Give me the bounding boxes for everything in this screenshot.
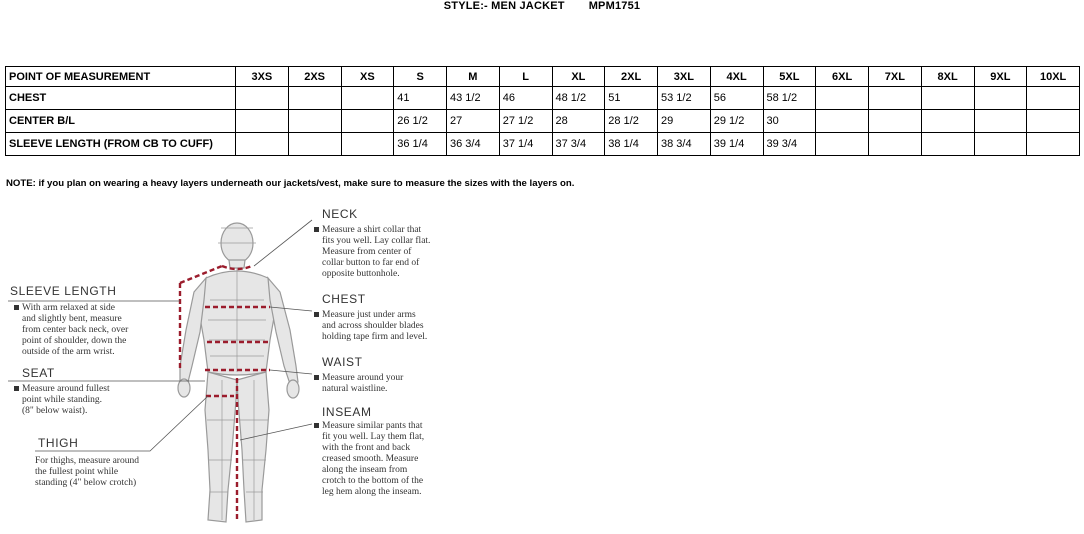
body-measurement-diagram bbox=[0, 200, 1084, 534]
size-chart-table bbox=[5, 66, 1080, 156]
measurement-value-cell: 27 bbox=[447, 110, 500, 133]
measurement-value-cell: 36 1/4 bbox=[394, 133, 447, 156]
measurement-value-cell: 58 1/2 bbox=[763, 87, 816, 110]
size-header-cell: 9XL bbox=[974, 67, 1027, 87]
style-label: STYLE:- MEN JACKET bbox=[443, 0, 565, 12]
size-header-cell: L bbox=[499, 67, 552, 87]
chest-heading: CHEST bbox=[322, 292, 366, 306]
measurement-value-cell bbox=[869, 110, 922, 133]
size-header-cell: 6XL bbox=[816, 67, 869, 87]
table-row bbox=[6, 87, 1080, 110]
measurement-value-cell: 39 3/4 bbox=[763, 133, 816, 156]
size-header-cell: 10XL bbox=[1027, 67, 1080, 87]
measurement-value-cell bbox=[816, 133, 869, 156]
size-header-cell: 2XL bbox=[605, 67, 658, 87]
measurement-value-cell bbox=[816, 110, 869, 133]
bullet-icon bbox=[314, 375, 319, 380]
measurement-value-cell bbox=[974, 110, 1027, 133]
layering-note: NOTE: if you plan on wearing a heavy layers underneath our jackets/vest, make sure to measure the sizes with the layers on. bbox=[6, 178, 575, 189]
size-header-cell: 4XL bbox=[710, 67, 763, 87]
bullet-icon bbox=[314, 227, 319, 232]
page-title bbox=[0, 0, 1084, 12]
measurement-value-cell: 37 1/4 bbox=[499, 133, 552, 156]
seat-description: Measure around fullest point while standing. (8" below waist). bbox=[14, 384, 110, 417]
measurement-label: SLEEVE LENGTH (FROM CB TO CUFF) bbox=[6, 133, 236, 156]
measurement-value-cell: 28 1/2 bbox=[605, 110, 658, 133]
measurement-value-cell bbox=[921, 110, 974, 133]
neck-description: Measure a shirt collar that fits you well. Lay collar flat. Measure from center of collar button to far end of opposite buttonhole. bbox=[314, 225, 430, 280]
measurement-value-cell: 43 1/2 bbox=[447, 87, 500, 110]
bullet-icon bbox=[14, 386, 19, 391]
measurement-value-cell: 26 1/2 bbox=[394, 110, 447, 133]
measurement-value-cell: 48 1/2 bbox=[552, 87, 605, 110]
measurement-value-cell bbox=[921, 133, 974, 156]
measurement-value-cell bbox=[236, 110, 289, 133]
measurement-value-cell: 28 bbox=[552, 110, 605, 133]
header-point-of-measurement: POINT OF MEASUREMENT bbox=[6, 67, 236, 87]
measurement-value-cell bbox=[288, 87, 341, 110]
measurement-label: CHEST bbox=[6, 87, 236, 110]
measurement-label: CENTER B/L bbox=[6, 110, 236, 133]
table-row bbox=[6, 110, 1080, 133]
measurement-value-cell: 53 1/2 bbox=[658, 87, 711, 110]
measurement-value-cell bbox=[236, 87, 289, 110]
measurement-value-cell: 27 1/2 bbox=[499, 110, 552, 133]
measurement-value-cell bbox=[869, 87, 922, 110]
inseam-heading: INSEAM bbox=[322, 405, 372, 419]
chest-description: Measure just under arms and across shoulder blades holding tape firm and level. bbox=[314, 310, 427, 343]
size-header-cell: M bbox=[447, 67, 500, 87]
thigh-heading: THIGH bbox=[38, 436, 79, 450]
size-header-cell: 5XL bbox=[763, 67, 816, 87]
measurement-value-cell: 29 1/2 bbox=[710, 110, 763, 133]
size-header-cell: XL bbox=[552, 67, 605, 87]
bullet-icon bbox=[314, 423, 319, 428]
table-row bbox=[6, 133, 1080, 156]
table-header-row bbox=[6, 67, 1080, 87]
size-header-cell: XS bbox=[341, 67, 394, 87]
bullet-icon bbox=[14, 305, 19, 310]
measurement-value-cell bbox=[1027, 87, 1080, 110]
measurement-value-cell bbox=[974, 87, 1027, 110]
waist-heading: WAIST bbox=[322, 355, 363, 369]
measurement-value-cell bbox=[341, 133, 394, 156]
seat-heading: SEAT bbox=[22, 366, 55, 380]
measurement-value-cell bbox=[869, 133, 922, 156]
size-header-cell: 2XS bbox=[288, 67, 341, 87]
measurement-value-cell: 39 1/4 bbox=[710, 133, 763, 156]
size-header-cell: 3XL bbox=[658, 67, 711, 87]
measurement-value-cell bbox=[236, 133, 289, 156]
sleeve-length-heading: SLEEVE LENGTH bbox=[10, 284, 117, 298]
measurement-value-cell bbox=[288, 110, 341, 133]
thigh-description: For thighs, measure around the fullest point while standing (4" below crotch) bbox=[35, 456, 139, 488]
measurement-value-cell: 56 bbox=[710, 87, 763, 110]
sleeve-length-description: With arm relaxed at side and slightly bent, measure from center back neck, over point of shoulder, down the outside of the arm wrist. bbox=[14, 303, 128, 358]
measurement-value-cell: 36 3/4 bbox=[447, 133, 500, 156]
measurement-value-cell: 38 3/4 bbox=[658, 133, 711, 156]
measurement-value-cell bbox=[1027, 110, 1080, 133]
inseam-description: Measure similar pants that fit you well. Lay them flat, with the front and back creased smooth. Measure along the inseam from crotch to the bottom of the leg hem along the inseam. bbox=[314, 421, 424, 498]
measurement-value-cell bbox=[341, 110, 394, 133]
size-header-cell: 8XL bbox=[921, 67, 974, 87]
measurement-value-cell: 41 bbox=[394, 87, 447, 110]
measurement-value-cell bbox=[921, 87, 974, 110]
style-code: MPM1751 bbox=[588, 0, 641, 12]
measurement-value-cell: 38 1/4 bbox=[605, 133, 658, 156]
size-header-cell: 3XS bbox=[236, 67, 289, 87]
bullet-icon bbox=[314, 312, 319, 317]
measurement-value-cell bbox=[288, 133, 341, 156]
measurement-value-cell: 46 bbox=[499, 87, 552, 110]
measurement-value-cell: 51 bbox=[605, 87, 658, 110]
measurement-value-cell: 29 bbox=[658, 110, 711, 133]
measurement-value-cell: 30 bbox=[763, 110, 816, 133]
measurement-value-cell bbox=[816, 87, 869, 110]
size-header-cell: S bbox=[394, 67, 447, 87]
measurement-value-cell bbox=[1027, 133, 1080, 156]
measurement-value-cell bbox=[341, 87, 394, 110]
waist-description: Measure around your natural waistline. bbox=[314, 373, 403, 395]
measurement-value-cell bbox=[974, 133, 1027, 156]
measurement-value-cell: 37 3/4 bbox=[552, 133, 605, 156]
neck-heading: NECK bbox=[322, 207, 358, 221]
size-header-cell: 7XL bbox=[869, 67, 922, 87]
